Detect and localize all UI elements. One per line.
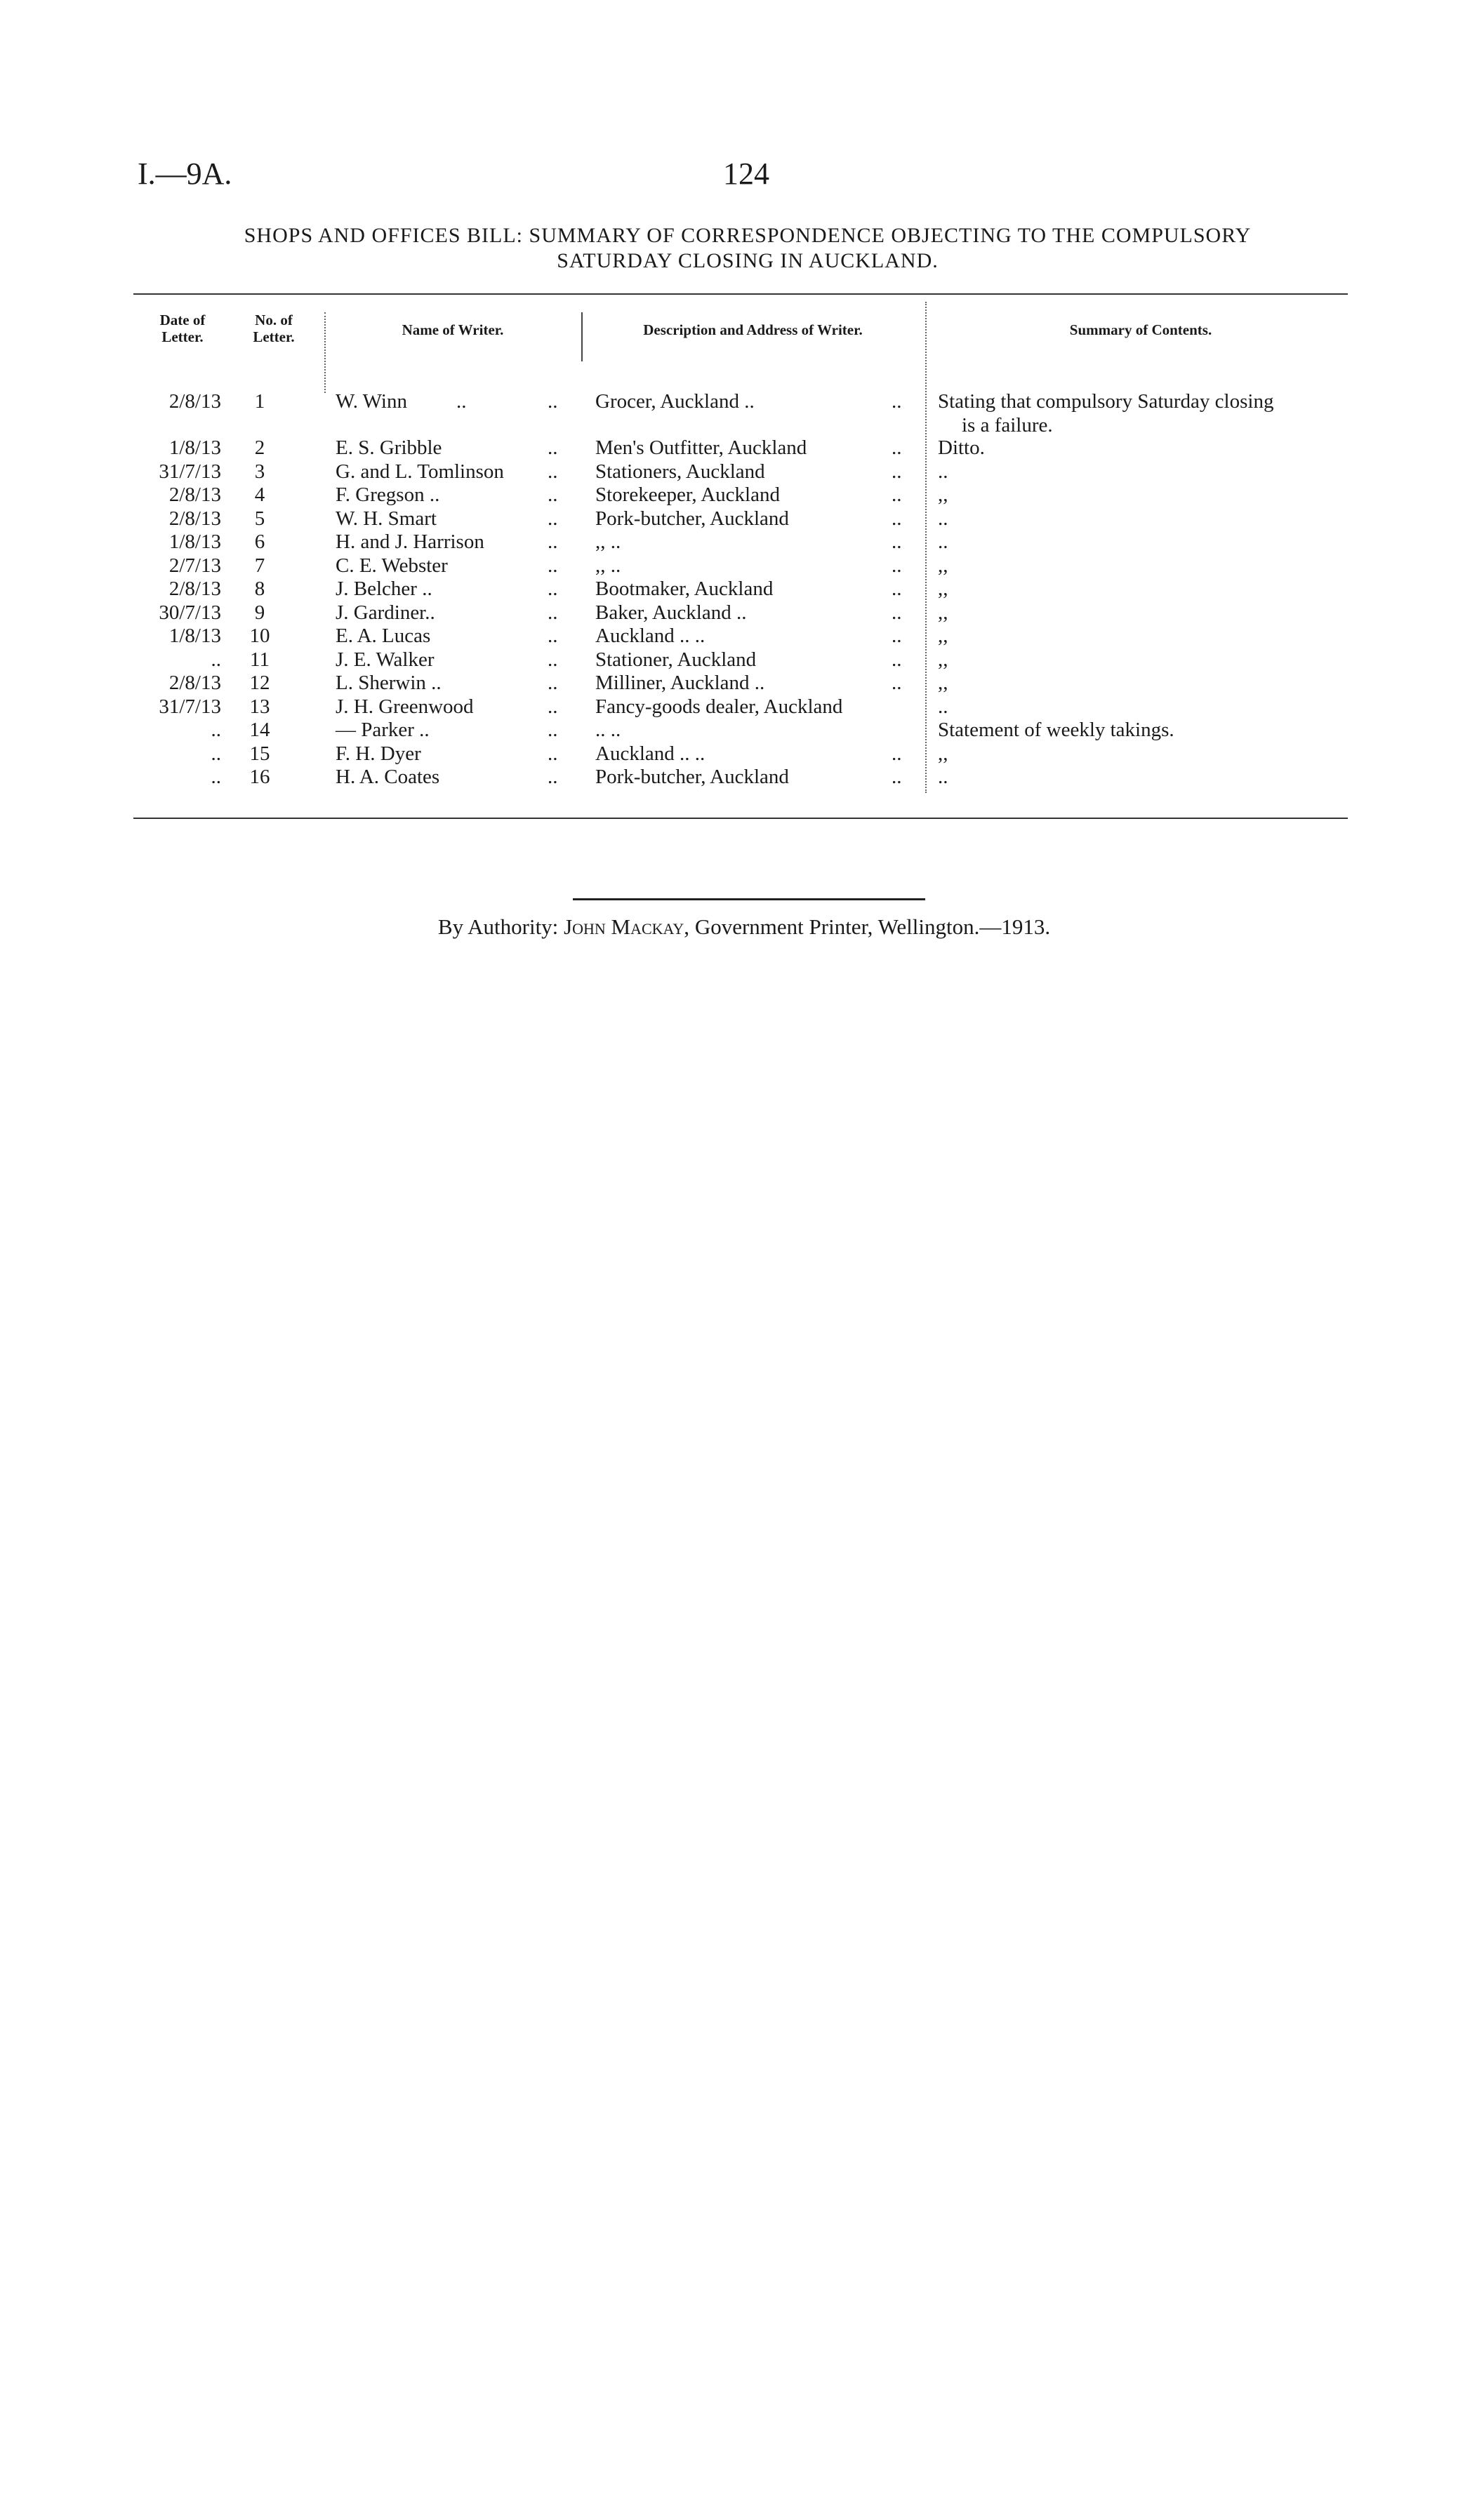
cell-description: Storekeeper, Auckland	[595, 484, 780, 506]
cell-writer-name: E. S. Gribble	[336, 436, 442, 459]
cell-date: ..	[211, 719, 221, 741]
footer-rule	[573, 898, 925, 900]
cell-letter-no: 1	[254, 390, 265, 413]
cell-name-leader: ..	[548, 766, 558, 788]
table-row	[0, 554, 1484, 578]
cell-description: .. ..	[595, 719, 621, 741]
table-top-rule	[133, 293, 1348, 295]
header-no	[235, 312, 312, 345]
cell-desc-leader: ..	[892, 672, 902, 694]
title-line-1: SHOPS AND OFFICES BILL: SUMMARY OF CORRESPONDENCE OBJECTING TO THE COMPULSORY	[244, 224, 1252, 247]
column-divider-name	[324, 312, 326, 393]
cell-date: 2/8/13	[168, 672, 221, 694]
cell-name-leader: ..	[548, 390, 558, 413]
table-row	[0, 436, 1484, 460]
cell-writer-name: J. Belcher ..	[336, 578, 432, 600]
cell-description: Bootmaker, Auckland	[595, 578, 774, 600]
table-row	[0, 671, 1484, 695]
table-row	[0, 389, 1484, 436]
header-date-line1: Date of	[159, 312, 206, 328]
cell-letter-no: 8	[254, 578, 265, 600]
table-row	[0, 507, 1484, 531]
cell-description: Stationers, Auckland	[595, 460, 765, 483]
cell-writer-name: H. and J. Harrison	[336, 531, 484, 553]
cell-desc-leader: ..	[892, 531, 902, 553]
cell-writer-name: J. H. Greenwood	[336, 695, 474, 718]
cell-letter-no: 12	[249, 672, 270, 694]
cell-summary: ,,	[938, 554, 948, 577]
cell-name-leader: ..	[548, 531, 558, 553]
cell-name-dots: ..	[456, 390, 467, 413]
table-row	[0, 765, 1484, 789]
table-row	[0, 483, 1484, 507]
header-no-line2: Letter.	[253, 328, 295, 345]
cell-desc-leader: ..	[892, 601, 902, 624]
cell-description: Milliner, Auckland ..	[595, 672, 765, 694]
cell-summary: ,,	[938, 742, 948, 765]
cell-description: Fancy-goods dealer, Auckland	[595, 695, 843, 718]
cell-summary: ..	[938, 695, 948, 718]
cell-description: Pork-butcher, Auckland	[595, 507, 789, 530]
cell-writer-name: — Parker ..	[336, 719, 430, 741]
cell-date: 31/7/13	[159, 695, 221, 718]
cell-letter-no: 2	[254, 436, 265, 459]
cell-summary: ..	[938, 531, 948, 553]
cell-summary-continued: is a failure.	[962, 414, 1053, 436]
cell-name-leader: ..	[548, 601, 558, 624]
cell-letter-no: 15	[249, 742, 270, 765]
table-row	[0, 530, 1484, 554]
cell-letter-no: 5	[254, 507, 265, 530]
cell-letter-no: 7	[254, 554, 265, 577]
cell-summary: ,,	[938, 672, 948, 694]
cell-date: 2/8/13	[168, 578, 221, 600]
table-row	[0, 648, 1484, 672]
cell-date: 1/8/13	[168, 436, 221, 459]
cell-name-leader: ..	[548, 436, 558, 459]
header-description: Description and Address of Writer.	[643, 321, 863, 338]
title-line-2: SATURDAY CLOSING IN AUCKLAND.	[557, 249, 939, 272]
cell-summary: ,,	[938, 625, 948, 647]
cell-date: 2/8/13	[168, 484, 221, 506]
cell-letter-no: 6	[254, 531, 265, 553]
table-bottom-rule	[133, 818, 1348, 819]
cell-summary: ..	[938, 460, 948, 483]
cell-writer-name: W. H. Smart	[336, 507, 437, 530]
cell-date: 30/7/13	[159, 601, 221, 624]
cell-desc-leader: ..	[892, 436, 902, 459]
cell-date: 1/8/13	[168, 531, 221, 553]
cell-description: Grocer, Auckland ..	[595, 390, 755, 413]
cell-writer-name: W. Winn	[336, 390, 407, 413]
cell-writer-name: C. E. Webster	[336, 554, 448, 577]
cell-writer-name: J. Gardiner..	[336, 601, 435, 624]
cell-letter-no: 16	[249, 766, 270, 788]
cell-summary: Ditto.	[938, 436, 985, 459]
cell-name-leader: ..	[548, 648, 558, 671]
cell-description: ,, ..	[595, 554, 621, 577]
cell-description: Baker, Auckland ..	[595, 601, 747, 624]
cell-description: Pork-butcher, Auckland	[595, 766, 789, 788]
table-row	[0, 624, 1484, 648]
cell-description: Men's Outfitter, Auckland	[595, 436, 807, 459]
cell-summary: Statement of weekly takings.	[938, 719, 1174, 741]
cell-description: Auckland .. ..	[595, 742, 705, 765]
cell-letter-no: 4	[254, 484, 265, 506]
cell-name-leader: ..	[548, 625, 558, 647]
table-row	[0, 460, 1484, 484]
cell-date: ..	[211, 742, 221, 765]
cell-name-leader: ..	[548, 554, 558, 577]
cell-name-leader: ..	[548, 484, 558, 506]
cell-date: 1/8/13	[168, 625, 221, 647]
page-ref: I.—9A.	[138, 156, 232, 191]
cell-summary: ,,	[938, 484, 948, 506]
cell-writer-name: J. E. Walker	[336, 648, 435, 671]
imprint-prefix: By Authority:	[437, 914, 559, 939]
cell-writer-name: H. A. Coates	[336, 766, 440, 788]
header-summary: Summary of Contents.	[1069, 321, 1212, 338]
cell-name-leader: ..	[548, 578, 558, 600]
imprint-printer: John Mackay,	[564, 914, 690, 939]
cell-letter-no: 11	[250, 648, 270, 671]
cell-summary: ,,	[938, 601, 948, 624]
cell-description: Auckland .. ..	[595, 625, 705, 647]
cell-letter-no: 3	[254, 460, 265, 483]
header-name: Name of Writer.	[402, 321, 504, 338]
cell-date: 2/8/13	[168, 507, 221, 530]
cell-name-leader: ..	[548, 672, 558, 694]
cell-description: Stationer, Auckland	[595, 648, 757, 671]
cell-writer-name: L. Sherwin ..	[336, 672, 442, 694]
cell-desc-leader: ..	[892, 390, 902, 413]
imprint	[281, 914, 1207, 940]
cell-desc-leader: ..	[892, 554, 902, 577]
imprint-suffix: Government Printer, Wellington.—1913.	[694, 914, 1051, 939]
cell-date: 2/7/13	[168, 554, 221, 577]
cell-desc-leader: ..	[892, 507, 902, 530]
cell-summary: ..	[938, 766, 948, 788]
header-date-line2: Letter.	[161, 328, 204, 345]
cell-date: ..	[211, 766, 221, 788]
cell-letter-no: 10	[249, 625, 270, 647]
cell-desc-leader: ..	[892, 625, 902, 647]
column-divider-desc	[581, 312, 583, 361]
cell-summary: Stating that compulsory Saturday closing	[938, 390, 1274, 413]
table-row	[0, 601, 1484, 625]
page-number: 124	[723, 156, 769, 191]
cell-writer-name: F. Gregson ..	[336, 484, 440, 506]
cell-summary: ,,	[938, 578, 948, 600]
header-no-line1: No. of	[255, 312, 293, 328]
cell-desc-leader: ..	[892, 742, 902, 765]
cell-summary: ,,	[938, 648, 948, 671]
cell-writer-name: E. A. Lucas	[336, 625, 431, 647]
cell-letter-no: 13	[249, 695, 270, 718]
cell-name-leader: ..	[548, 742, 558, 765]
table-row	[0, 742, 1484, 766]
table-row	[0, 577, 1484, 601]
cell-letter-no: 9	[254, 601, 265, 624]
table-row	[0, 695, 1484, 719]
cell-desc-leader: ..	[892, 648, 902, 671]
cell-date: 2/8/13	[168, 390, 221, 413]
cell-date: 31/7/13	[159, 460, 221, 483]
document-title	[144, 223, 1351, 274]
cell-desc-leader: ..	[892, 578, 902, 600]
cell-description: ,, ..	[595, 531, 621, 553]
cell-letter-no: 14	[249, 719, 270, 741]
header-date	[133, 312, 232, 345]
cell-name-leader: ..	[548, 460, 558, 483]
cell-desc-leader: ..	[892, 460, 902, 483]
cell-writer-name: G. and L. Tomlinson	[336, 460, 504, 483]
cell-name-leader: ..	[548, 719, 558, 741]
cell-desc-leader: ..	[892, 766, 902, 788]
cell-summary: ..	[938, 507, 948, 530]
cell-name-leader: ..	[548, 695, 558, 718]
cell-writer-name: F. H. Dyer	[336, 742, 421, 765]
cell-desc-leader: ..	[892, 484, 902, 506]
table-row	[0, 718, 1484, 742]
cell-date: ..	[211, 648, 221, 671]
cell-name-leader: ..	[548, 507, 558, 530]
